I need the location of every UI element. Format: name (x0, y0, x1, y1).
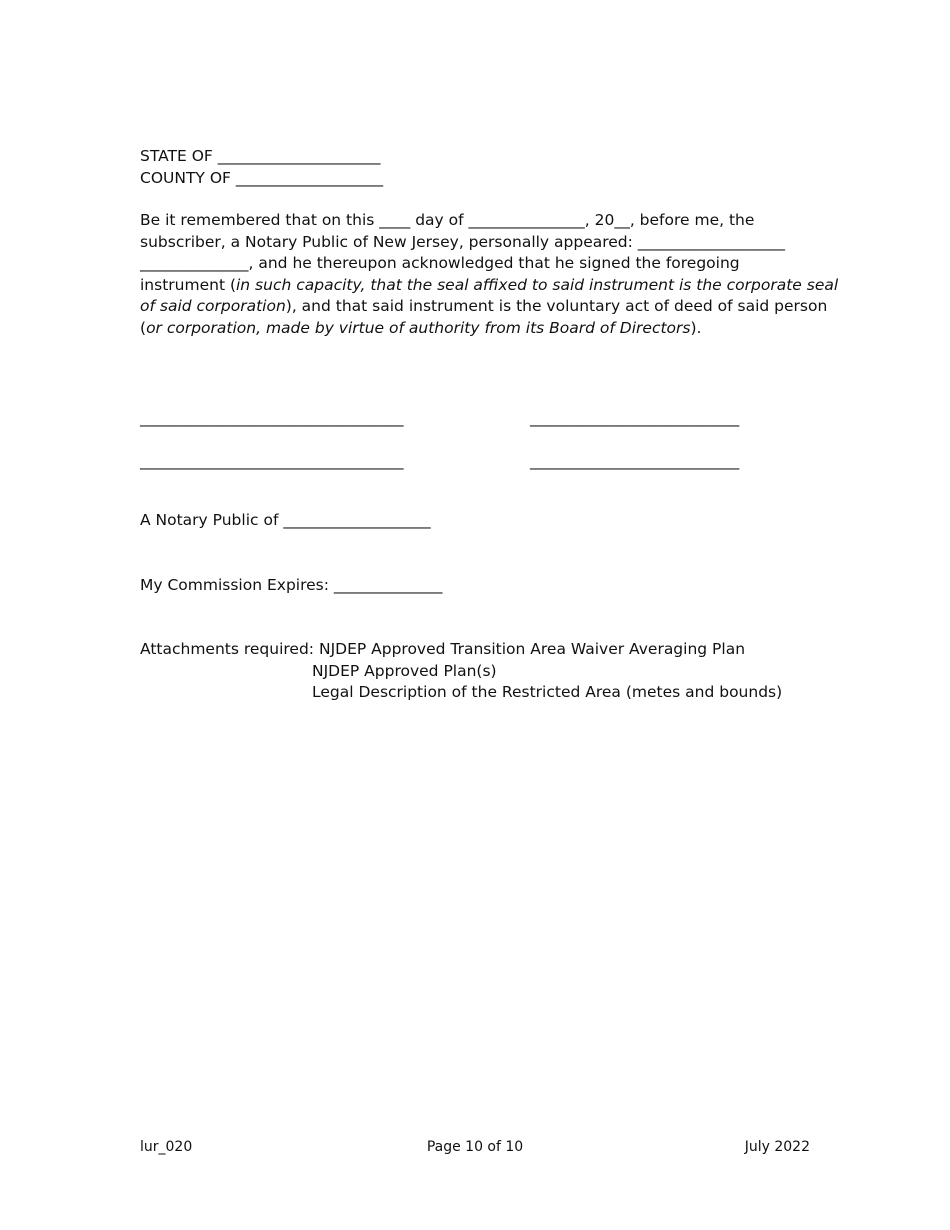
acknowledgment-line: ______________, and he thereupon acknowledged that he signed the foregoing (140, 254, 740, 272)
signature-row (140, 451, 800, 473)
attachment-row (140, 639, 782, 661)
attachments-section (140, 639, 782, 704)
acknowledgment-line (140, 296, 828, 318)
signature-line: ___________________________ (530, 452, 740, 470)
commission-expires-line: My Commission Expires: ______________ (140, 576, 443, 594)
attachment-item: NJDEP Approved Transition Area Waiver Averaging Plan (318, 640, 746, 658)
attachments-label: Attachments required: (140, 640, 319, 658)
acknowledgment-text: ( (140, 318, 147, 337)
notary-public-of-line: A Notary Public of ___________________ (140, 511, 431, 529)
acknowledgment-text: ), and that said instrument is the voluntary act of deed of said person (285, 297, 828, 315)
acknowledgment-italic-text: in such capacity, that the seal affixed to said instrument is the corporate seal (236, 275, 839, 294)
footer-form-id: lur_020 (140, 1139, 193, 1155)
signature-line: ___________________________ (530, 409, 740, 427)
attachment-item: NJDEP Approved Plan(s) (312, 661, 497, 680)
footer-date: July 2022 (744, 1139, 810, 1155)
attachment-item: Legal Description of the Restricted Area (metes and bounds) (312, 683, 783, 701)
acknowledgment-line (140, 318, 810, 340)
signature-line: __________________________________ (140, 452, 404, 470)
footer-page-number: Page 10 of 10 (426, 1139, 524, 1155)
acknowledgment-paragraph (140, 210, 839, 339)
acknowledgment-line: subscriber, a Notary Public of New Jersey, personally appeared: ___________________ (140, 232, 786, 251)
state-of-line: STATE OF _____________________ (140, 147, 381, 165)
county-of-line: COUNTY OF ___________________ (140, 168, 384, 187)
acknowledgment-line: Be it remembered that on this ____ day of _______________, 20__, before me, the (140, 211, 755, 229)
acknowledgment-line (140, 275, 839, 297)
signature-line: __________________________________ (140, 409, 404, 427)
acknowledgment-italic-text: of said corporation (140, 297, 286, 315)
acknowledgment-italic-text: or corporation, made by virtue of authority from its Board of Directors (146, 318, 691, 337)
signature-row (140, 408, 800, 430)
jurisdiction-block (140, 146, 383, 189)
acknowledgment-text: instrument ( (140, 275, 236, 294)
acknowledgment-text: ). (690, 318, 702, 337)
